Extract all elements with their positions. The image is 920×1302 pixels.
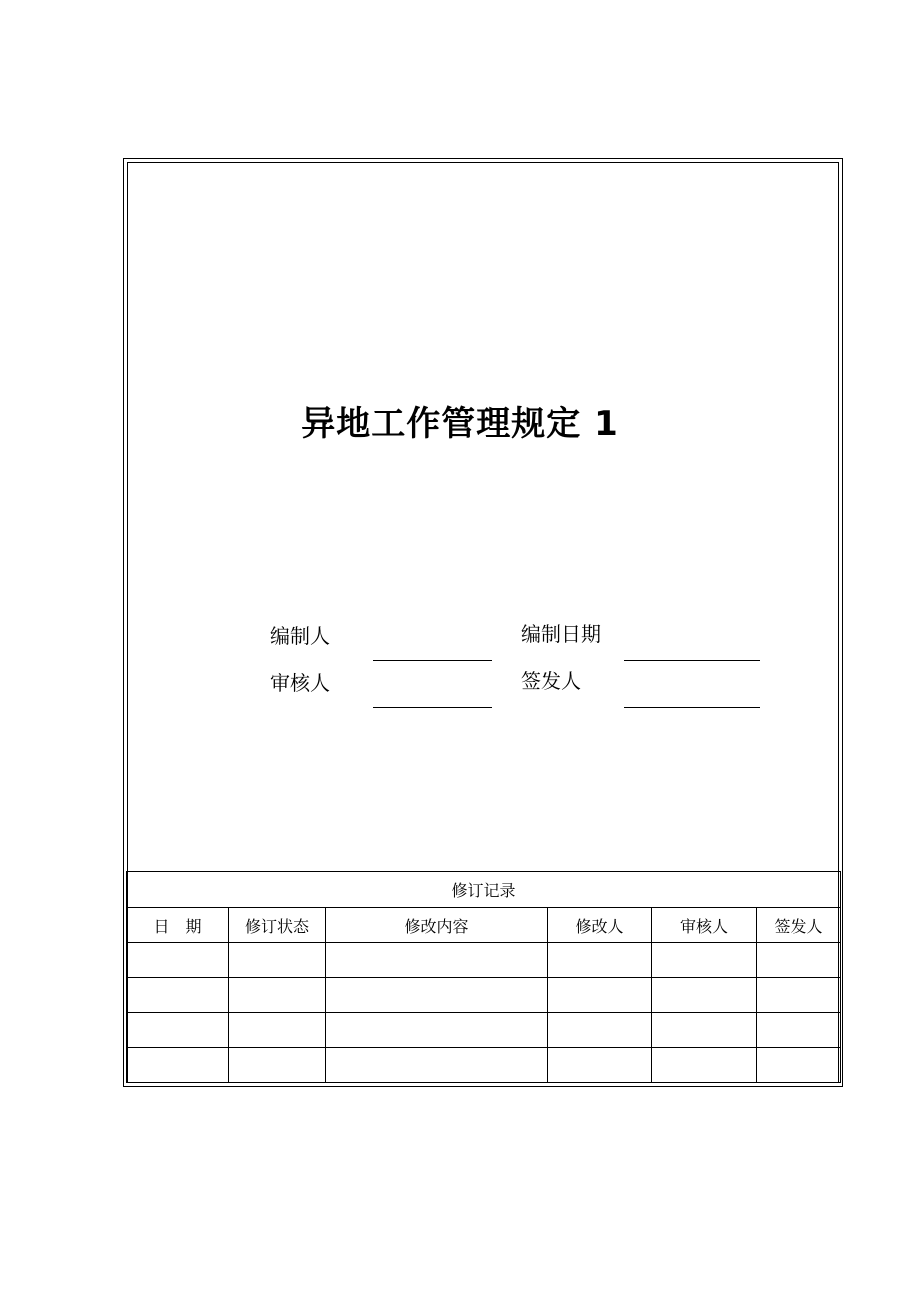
cell-modifier: [548, 943, 652, 978]
cell-revision-status: [229, 1013, 326, 1048]
reviewer-label: 审核人: [270, 671, 330, 695]
compile-date-line: [624, 660, 760, 661]
cell-reviewer: [652, 1013, 757, 1048]
cell-revision-status: [229, 1048, 326, 1083]
header-reviewer: 审核人: [652, 908, 757, 943]
document-title: 异地工作管理规定 1: [301, 404, 619, 444]
header-date: 日 期: [127, 908, 229, 943]
cell-revision-status: [229, 943, 326, 978]
header-change-content: 修改内容: [326, 908, 548, 943]
revision-header-row: [127, 908, 841, 943]
revision-record-caption: 修订记录: [127, 872, 841, 908]
cell-change-content: [326, 943, 548, 978]
cell-issuer: [757, 978, 841, 1013]
table-row: [127, 943, 841, 978]
compiler-label: 编制人: [270, 624, 330, 648]
cell-issuer: [757, 943, 841, 978]
revision-caption-row: [127, 872, 841, 908]
header-modifier: 修改人: [548, 908, 652, 943]
table-row: [127, 1048, 841, 1083]
issuer-signature-line: [624, 707, 760, 708]
cell-change-content: [326, 1048, 548, 1083]
table-row: [127, 1013, 841, 1048]
header-issuer: 签发人: [757, 908, 841, 943]
cell-date: [127, 943, 229, 978]
cell-date: [127, 1048, 229, 1083]
cell-issuer: [757, 1048, 841, 1083]
cell-date: [127, 1013, 229, 1048]
cell-change-content: [326, 1013, 548, 1048]
reviewer-signature-line: [373, 707, 492, 708]
cell-reviewer: [652, 978, 757, 1013]
cell-date: [127, 978, 229, 1013]
cell-revision-status: [229, 978, 326, 1013]
issuer-label: 签发人: [521, 669, 581, 693]
cell-reviewer: [652, 1048, 757, 1083]
cell-change-content: [326, 978, 548, 1013]
cell-reviewer: [652, 943, 757, 978]
cell-modifier: [548, 978, 652, 1013]
compiler-signature-line: [373, 660, 492, 661]
cell-issuer: [757, 1013, 841, 1048]
revision-record-table: [126, 871, 841, 1083]
compile-date-label: 编制日期: [521, 622, 601, 646]
cell-modifier: [548, 1013, 652, 1048]
cell-modifier: [548, 1048, 652, 1083]
table-row: [127, 978, 841, 1013]
header-revision-status: 修订状态: [229, 908, 326, 943]
